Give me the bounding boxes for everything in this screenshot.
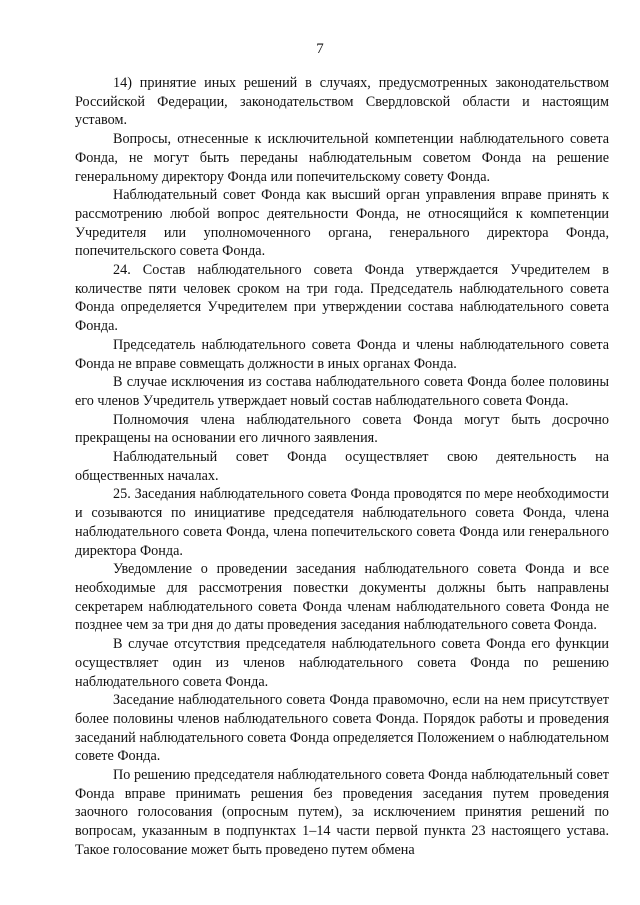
paragraph-section-25: 25. Заседания наблюдательного совета Фонда проводятся по мере необходимости и созываются по инициативе председателя наблюдательного совета Фонда, члена наблюдательного совета Фонда, члена попечительского совета Фонда или генерального директора Фонда. [75,486,609,559]
paragraph-voluntary-basis: Наблюдательный совет Фонда осуществляет свою деятельность на общественных началах. [75,449,609,484]
page-number: 7 [316,41,324,57]
paragraph-meeting-notice: Уведомление о проведении заседания наблюдательного совета Фонда и все необходимые для рассмотрения повестки документы должны быть направлены секретарем наблюдательного совета Фонда членам наблюдательного совета Фонда не позднее чем за три дня до даты проведения заседания наблюдательного совета Фонда. [75,561,609,634]
paragraph-exclusive-competence: Вопросы, отнесенные к исключительной компетенции наблюдательного совета Фонда, не могут быть переданы наблюдательным советом Фонда на решение генеральному директору Фонда или попечительскому совету Фонда. [75,131,609,185]
paragraph-supreme-body: Наблюдательный совет Фонда как высший орган управления вправе принять к рассмотрению любой вопрос деятельности Фонда, не относящийся к компетенции Учредителя или уполномоченного органа, генерального директора Фонда, попечительского совета Фонда. [75,187,609,260]
paragraph-early-termination: Полномочия члена наблюдательного совета Фонда могут быть досрочно прекращены на основании его личного заявления. [75,411,609,447]
paragraph-quorum: Заседание наблюдательного совета Фонда правомочно, если на нем присутствует более половины членов наблюдательного совета Фонда. Порядок работы и проведения заседаний наблюдательного совета Фонда определяется Положением о наблюдательном совете Фонда. [75,692,609,765]
paragraph-item-14: 14) принятие иных решений в случаях, предусмотренных законодательством Российской Федерации, законодательством Свердловской области и настоящим уставом. [75,75,609,129]
paragraph-absentee-voting: По решению председателя наблюдательного совета Фонда наблюдательный совет Фонда вправе принимать решения без проведения заседания путем проведения заочного голосования (опросным путем), за исключением принятия решений по вопросам, указанным в подпунктах 1–14 части первой пункта 23 настоящего устава. Такое голосование может быть проведено путем обмена [75,767,609,858]
paragraph-no-combined-positions: Председатель наблюдательного совета Фонда и члены наблюдательного совета Фонда не вправе совмещать должности в иных органах Фонда. [75,336,609,372]
paragraph-new-composition: В случае исключения из состава наблюдательного совета Фонда более половины его членов Учредитель утверждает новый состав наблюдательного совета Фонда. [75,374,609,409]
paragraph-chairman-absence: В случае отсутствия председателя наблюдательного совета Фонда его функции осуществляет один из членов наблюдательного совета Фонда по решению наблюдательного совета Фонда. [75,636,609,690]
document-body [75,74,609,860]
paragraph-section-24: 24. Состав наблюдательного совета Фонда утверждается Учредителем в количестве пяти человек сроком на три года. Председатель наблюдательного совета Фонда определяется Учредителем при утверждении состава наблюдательного совета Фонда. [75,262,609,335]
